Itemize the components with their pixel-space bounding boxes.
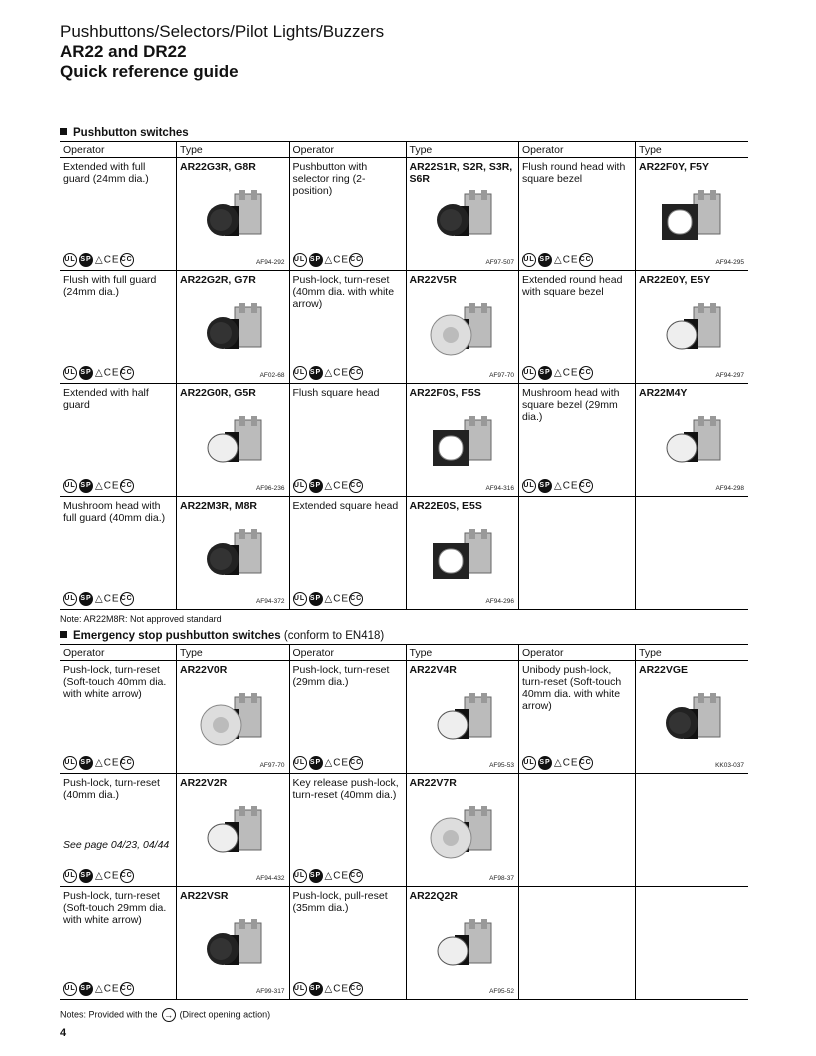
type-code: AR22E0Y, E5Y	[639, 274, 711, 286]
type-cell	[177, 497, 290, 610]
csa-mark-icon: SP	[79, 756, 93, 770]
ul-mark-icon: UL	[63, 592, 77, 606]
page-title-guide: Quick reference guide	[60, 62, 239, 81]
type-code: AR22G0R, G5R	[180, 387, 256, 399]
csa-mark-icon: SP	[79, 982, 93, 996]
operator-cell	[289, 774, 406, 887]
operator-cell	[519, 661, 636, 774]
csa-mark-icon: SP	[309, 479, 323, 493]
section-title: Pushbutton switches	[73, 127, 189, 139]
triangle-mark-icon: △	[324, 367, 334, 379]
ccc-mark-icon: CC	[120, 982, 134, 996]
csa-mark-icon: SP	[309, 253, 323, 267]
csa-mark-icon: SP	[309, 592, 323, 606]
column-header-type: Type	[636, 645, 749, 661]
table-row	[60, 774, 748, 887]
section-title: Emergency stop pushbutton switches	[73, 630, 281, 642]
operator-cell	[60, 497, 177, 610]
type-cell	[406, 384, 519, 497]
type-cell	[406, 661, 519, 774]
ul-mark-icon: UL	[293, 869, 307, 883]
operator-cell	[289, 497, 406, 610]
csa-mark-icon: SP	[79, 869, 93, 883]
type-cell	[636, 887, 749, 1000]
emergency-stop-table	[60, 644, 748, 1000]
operator-cell	[519, 158, 636, 271]
triangle-mark-icon: △	[95, 593, 104, 605]
certification-marks	[293, 869, 366, 883]
image-code: AF95-53	[489, 762, 514, 769]
type-code: AR22M4Y	[639, 387, 688, 399]
type-code: AR22E0S, E5S	[409, 500, 482, 512]
csa-mark-icon: SP	[79, 479, 93, 493]
operator-cell	[60, 384, 177, 497]
ce-mark-icon: CE	[103, 983, 120, 995]
operator-cell	[60, 271, 177, 384]
triangle-mark-icon: △	[95, 757, 104, 769]
table-row	[60, 384, 748, 497]
operator-description: Mushroom head with square bezel (29mm dia.)	[522, 387, 620, 423]
type-code	[636, 497, 748, 503]
triangle-mark-icon: △	[324, 870, 334, 882]
image-code: KK03-037	[715, 762, 744, 769]
operator-cell	[519, 887, 636, 1000]
section-suffix: (conform to EN418)	[283, 630, 385, 642]
column-header-type: Type	[636, 142, 749, 158]
table-row	[60, 497, 748, 610]
operator-description: Pushbutton with selector ring (2-position)	[292, 161, 368, 197]
type-cell	[177, 384, 290, 497]
csa-mark-icon: SP	[79, 366, 93, 380]
type-cell	[636, 384, 749, 497]
table-header-row	[60, 645, 748, 661]
page-number: 4	[60, 1027, 67, 1039]
image-code: AF99-317	[255, 988, 285, 995]
triangle-mark-icon: △	[324, 254, 334, 266]
csa-mark-icon: SP	[79, 253, 93, 267]
type-code: AR22M3R, M8R	[180, 500, 258, 512]
table-row	[60, 887, 748, 1000]
image-code: AF97-70	[489, 372, 514, 379]
type-cell	[406, 497, 519, 610]
ul-mark-icon: UL	[63, 869, 77, 883]
operator-description: Flush square head	[292, 387, 380, 399]
ce-mark-icon: CE	[562, 757, 579, 769]
ccc-mark-icon: CC	[349, 253, 363, 267]
type-code: AR22F0S, F5S	[409, 387, 481, 399]
certification-marks	[63, 479, 136, 493]
operator-description: Extended square head	[292, 500, 399, 512]
operator-description: Push-lock, turn-reset (40mm dia.)	[63, 777, 160, 801]
type-cell	[636, 774, 749, 887]
operator-description: Key release push-lock, turn-reset (40mm dia.)	[292, 777, 399, 801]
csa-mark-icon: SP	[309, 366, 323, 380]
type-code	[636, 887, 748, 893]
ul-mark-icon: UL	[522, 756, 536, 770]
type-cell	[177, 158, 290, 271]
csa-mark-icon: SP	[79, 592, 93, 606]
operator-description: Flush with full guard (24mm dia.)	[63, 274, 157, 298]
certification-marks	[293, 982, 366, 996]
column-header-operator: Operator	[60, 142, 177, 158]
image-code: AF95-52	[489, 988, 514, 995]
operator-description: Push-lock, turn-reset (40mm dia. with white arrow)	[292, 274, 395, 310]
image-code: AF94-316	[485, 485, 514, 492]
type-cell	[636, 497, 749, 610]
footer-note-prefix: Notes: Provided with the	[60, 1009, 158, 1020]
csa-mark-icon: SP	[309, 982, 323, 996]
ce-mark-icon: CE	[333, 254, 350, 266]
bullet-square-icon	[60, 631, 67, 638]
table-row	[60, 158, 748, 271]
type-cell	[177, 774, 290, 887]
ul-mark-icon: UL	[293, 982, 307, 996]
csa-mark-icon: SP	[309, 756, 323, 770]
ccc-mark-icon: CC	[349, 982, 363, 996]
direct-opening-arrow-icon: →	[162, 1008, 176, 1022]
type-cell	[177, 661, 290, 774]
ce-mark-icon: CE	[333, 593, 350, 605]
type-code: AR22V5R	[409, 274, 457, 286]
ul-mark-icon: UL	[293, 253, 307, 267]
operator-description	[519, 887, 635, 893]
type-cell	[406, 158, 519, 271]
column-header-type: Type	[406, 142, 519, 158]
type-code: AR22G2R, G7R	[180, 274, 256, 286]
ccc-mark-icon: CC	[349, 869, 363, 883]
operator-description: Push-lock, turn-reset (29mm dia.)	[292, 664, 390, 688]
column-header-type: Type	[177, 142, 290, 158]
operator-description: Flush round head with square bezel	[522, 161, 626, 185]
image-code: AF94-432	[255, 875, 285, 882]
triangle-mark-icon: △	[95, 983, 104, 995]
operator-cell	[60, 158, 177, 271]
certification-marks	[522, 756, 595, 770]
csa-mark-icon: SP	[538, 756, 552, 770]
operator-cell	[60, 774, 177, 887]
ul-mark-icon: UL	[63, 253, 77, 267]
certification-marks	[63, 253, 136, 267]
certification-marks	[63, 869, 136, 883]
column-header-operator: Operator	[289, 142, 406, 158]
image-code: AF97-70	[259, 762, 285, 769]
ul-mark-icon: UL	[522, 479, 536, 493]
triangle-mark-icon: △	[554, 254, 563, 266]
ce-mark-icon: CE	[333, 480, 350, 492]
type-cell	[406, 887, 519, 1000]
csa-mark-icon: SP	[538, 366, 552, 380]
operator-cell	[60, 661, 177, 774]
certification-marks	[522, 366, 595, 380]
triangle-mark-icon: △	[324, 480, 334, 492]
operator-cell	[519, 384, 636, 497]
type-code: AR22V4R	[409, 664, 457, 676]
triangle-mark-icon: △	[95, 870, 104, 882]
certification-marks	[293, 592, 366, 606]
column-header-operator: Operator	[519, 142, 636, 158]
image-code: AF94-297	[715, 372, 744, 379]
ce-mark-icon: CE	[103, 593, 120, 605]
triangle-mark-icon: △	[324, 983, 334, 995]
footer-note	[60, 1008, 270, 1022]
page-title-category: Pushbuttons/Selectors/Pilot Lights/Buzzers	[60, 22, 385, 41]
ce-mark-icon: CE	[103, 757, 120, 769]
ul-mark-icon: UL	[293, 366, 307, 380]
type-code: AR22V7R	[409, 777, 457, 789]
certification-marks	[293, 479, 366, 493]
operator-cell	[289, 384, 406, 497]
operator-description: Mushroom head with full guard (40mm dia.)	[63, 500, 166, 524]
type-code: AR22V0R	[180, 664, 228, 676]
ccc-mark-icon: CC	[120, 869, 134, 883]
operator-description: Extended round head with square bezel	[522, 274, 623, 298]
operator-cell	[289, 661, 406, 774]
operator-description: Extended with full guard (24mm dia.)	[63, 161, 149, 185]
ce-mark-icon: CE	[103, 480, 120, 492]
ce-mark-icon: CE	[333, 870, 350, 882]
type-code: AR22F0Y, F5Y	[639, 161, 710, 173]
ccc-mark-icon: CC	[579, 253, 593, 267]
ul-mark-icon: UL	[522, 366, 536, 380]
ul-mark-icon: UL	[63, 479, 77, 493]
operator-description: Extended with half guard	[63, 387, 149, 411]
see-page-reference: See page 04/23, 04/44	[63, 839, 170, 851]
ce-mark-icon: CE	[333, 983, 350, 995]
certification-marks	[63, 756, 136, 770]
type-code: AR22S1R, S2R, S3R, S6R	[409, 161, 513, 185]
type-code	[636, 774, 748, 780]
image-code: AF94-298	[715, 485, 744, 492]
ccc-mark-icon: CC	[349, 366, 363, 380]
image-code: AF94-372	[255, 598, 285, 605]
note-ar22m8r: Note: AR22M8R: Not approved standard	[60, 614, 222, 624]
type-cell	[177, 271, 290, 384]
ce-mark-icon: CE	[562, 480, 579, 492]
image-code: AF98-37	[489, 875, 514, 882]
ul-mark-icon: UL	[293, 479, 307, 493]
image-code: AF96-236	[255, 485, 285, 492]
certification-marks	[63, 366, 136, 380]
table-row	[60, 661, 748, 774]
type-code: AR22VGE	[639, 664, 689, 676]
section-emergency-stop	[60, 630, 384, 642]
triangle-mark-icon: △	[324, 593, 334, 605]
certification-marks	[522, 479, 595, 493]
column-header-type: Type	[177, 645, 290, 661]
ccc-mark-icon: CC	[579, 479, 593, 493]
image-code: AF97-507	[485, 259, 514, 266]
csa-mark-icon: SP	[538, 479, 552, 493]
type-code: AR22G3R, G8R	[180, 161, 256, 173]
operator-description: Push-lock, turn-reset (Soft-touch 40mm dia. with white arrow)	[63, 664, 167, 700]
operator-description: Unibody push-lock, turn-reset (Soft-touch 40mm dia. with white arrow)	[522, 664, 622, 712]
ccc-mark-icon: CC	[120, 756, 134, 770]
type-code: AR22V2R	[180, 777, 228, 789]
ccc-mark-icon: CC	[349, 756, 363, 770]
column-header-operator: Operator	[519, 645, 636, 661]
ccc-mark-icon: CC	[349, 592, 363, 606]
bullet-square-icon	[60, 128, 67, 135]
image-code: AF94-295	[715, 259, 744, 266]
operator-description	[519, 774, 635, 780]
table-header-row	[60, 142, 748, 158]
ul-mark-icon: UL	[522, 253, 536, 267]
triangle-mark-icon: △	[95, 480, 104, 492]
ce-mark-icon: CE	[333, 757, 350, 769]
triangle-mark-icon: △	[95, 367, 104, 379]
operator-cell	[519, 774, 636, 887]
ce-mark-icon: CE	[333, 367, 350, 379]
image-code: AF94-296	[485, 598, 514, 605]
operator-cell	[519, 271, 636, 384]
ce-mark-icon: CE	[562, 367, 579, 379]
certification-marks	[63, 982, 136, 996]
operator-cell	[289, 158, 406, 271]
ce-mark-icon: CE	[103, 870, 120, 882]
operator-description	[519, 497, 635, 503]
type-cell	[636, 661, 749, 774]
ul-mark-icon: UL	[293, 756, 307, 770]
column-header-operator: Operator	[289, 645, 406, 661]
type-cell	[406, 271, 519, 384]
ccc-mark-icon: CC	[120, 253, 134, 267]
type-cell	[636, 271, 749, 384]
table-row	[60, 271, 748, 384]
ccc-mark-icon: CC	[120, 592, 134, 606]
ccc-mark-icon: CC	[579, 366, 593, 380]
operator-description: Push-lock, pull-reset (35mm dia.)	[292, 890, 388, 914]
column-header-operator: Operator	[60, 645, 177, 661]
page-header	[60, 22, 384, 82]
triangle-mark-icon: △	[554, 367, 563, 379]
certification-marks	[63, 592, 136, 606]
ccc-mark-icon: CC	[579, 756, 593, 770]
operator-cell	[519, 497, 636, 610]
triangle-mark-icon: △	[554, 480, 563, 492]
column-header-type: Type	[406, 645, 519, 661]
image-code: AF02-68	[259, 372, 285, 379]
triangle-mark-icon: △	[95, 254, 104, 266]
certification-marks	[293, 253, 366, 267]
ul-mark-icon: UL	[63, 756, 77, 770]
ul-mark-icon: UL	[63, 982, 77, 996]
triangle-mark-icon: △	[554, 757, 563, 769]
page-title-series: AR22 and DR22	[60, 42, 187, 61]
operator-cell	[289, 887, 406, 1000]
type-cell	[636, 158, 749, 271]
ccc-mark-icon: CC	[349, 479, 363, 493]
type-code: AR22Q2R	[409, 890, 458, 902]
certification-marks	[293, 756, 366, 770]
ce-mark-icon: CE	[103, 367, 120, 379]
ul-mark-icon: UL	[63, 366, 77, 380]
ce-mark-icon: CE	[103, 254, 120, 266]
type-code: AR22VSR	[180, 890, 229, 902]
pushbutton-table	[60, 141, 748, 610]
footer-note-suffix: (Direct opening action)	[179, 1009, 271, 1020]
ul-mark-icon: UL	[293, 592, 307, 606]
operator-cell	[289, 271, 406, 384]
image-code: AF94-292	[255, 259, 285, 266]
ccc-mark-icon: CC	[120, 366, 134, 380]
certification-marks	[293, 366, 366, 380]
certification-marks	[522, 253, 595, 267]
csa-mark-icon: SP	[538, 253, 552, 267]
triangle-mark-icon: △	[324, 757, 334, 769]
type-cell	[177, 887, 290, 1000]
operator-cell	[60, 887, 177, 1000]
operator-description: Push-lock, turn-reset (Soft-touch 29mm dia. with white arrow)	[63, 890, 167, 926]
ce-mark-icon: CE	[562, 254, 579, 266]
csa-mark-icon: SP	[309, 869, 323, 883]
section-pushbutton-switches	[60, 127, 189, 139]
ccc-mark-icon: CC	[120, 479, 134, 493]
type-cell	[406, 774, 519, 887]
